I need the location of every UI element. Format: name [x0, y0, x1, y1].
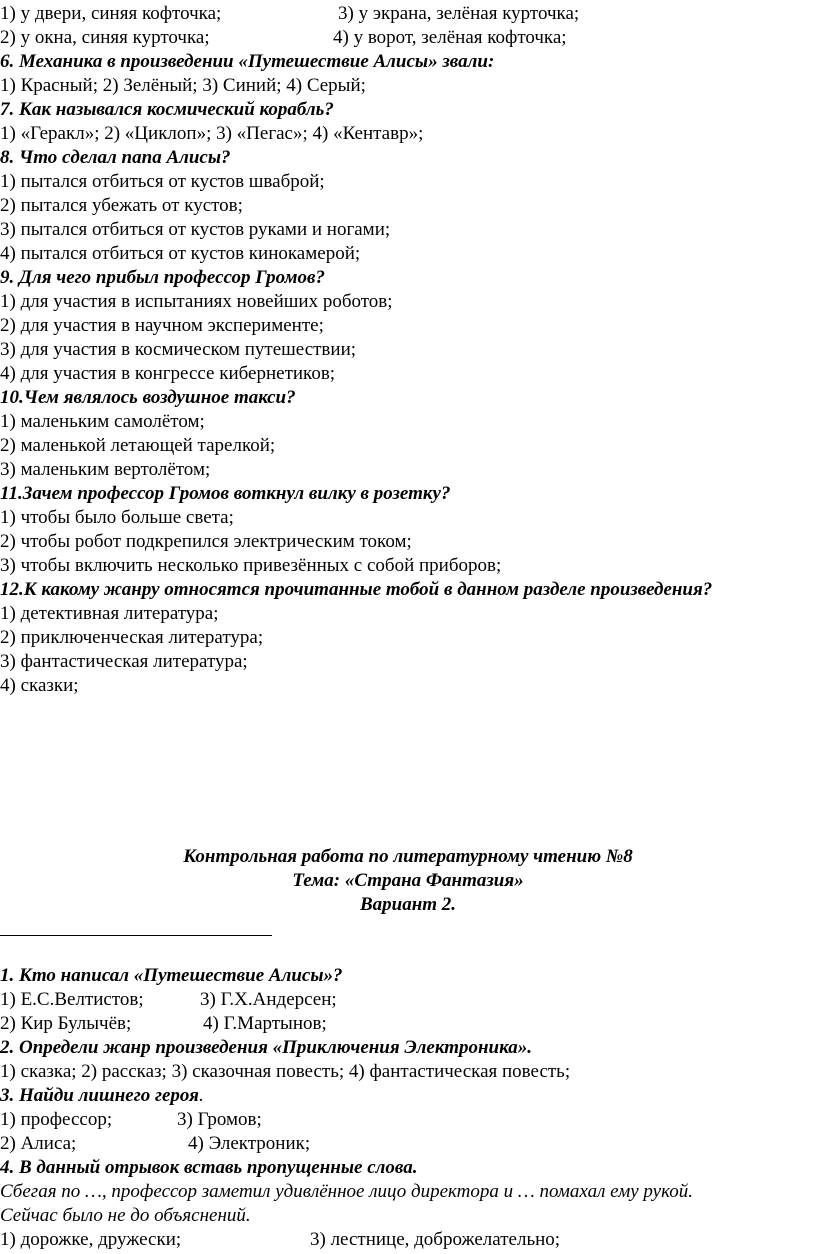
test-topic: Тема: «Страна Фантазия»: [292, 870, 524, 891]
answer-option: 4) Электроник;: [188, 1133, 311, 1154]
test-title: Контрольная работа по литературному чтению №8: [183, 846, 633, 867]
question-10: 10.Чем являлось воздушное такси?: [0, 387, 296, 408]
answer-option: 2) пытался убежать от кустов;: [0, 195, 243, 216]
answer-option: 4) сказки;: [0, 675, 79, 696]
answer-option: 3) чтобы включить несколько привезённых с собой приборов;: [0, 555, 502, 576]
answer-option: 2) у окна, синяя курточка;: [0, 27, 210, 48]
answer-option: 1) Е.С.Велтистов;: [0, 989, 144, 1010]
answer-option: 3) лестнице, доброжелательно;: [310, 1229, 561, 1250]
answer-option: 2) Кир Булычёв;: [0, 1013, 132, 1034]
answer-option: 2) чтобы робот подкрепился электрическим током;: [0, 531, 412, 552]
answer-option: 4) у ворот, зелёная кофточка;: [333, 27, 567, 48]
answer-option: 2) приключенческая литература;: [0, 627, 264, 648]
question-4: 4. В данный отрывок вставь пропущенные слова.: [0, 1157, 418, 1178]
answer-option: 1) для участия в испытаниях новейших роботов;: [0, 291, 393, 312]
answer-option: 4) для участия в конгрессе кибернетиков;: [0, 363, 336, 384]
answer-option: 3) Г.Х.Андерсен;: [200, 989, 337, 1010]
answer-option: 1) дорожке, дружески;: [0, 1229, 182, 1250]
question-3-period: .: [198, 1085, 204, 1106]
answer-option: 3) для участия в космическом путешествии;: [0, 339, 357, 360]
answer-option: 1) маленьким самолётом;: [0, 411, 205, 432]
answers-7: 1) «Геракл»; 2) «Циклоп»; 3) «Пегас»; 4) «Кентавр»;: [0, 123, 424, 144]
answer-option: 3) пытался отбиться от кустов руками и ногами;: [0, 219, 391, 240]
test-variant: Вариант 2.: [359, 894, 457, 915]
answer-option: 1) пытался отбиться от кустов шваброй;: [0, 171, 325, 192]
question-6: 6. Механика в произведении «Путешествие Алисы» звали:: [0, 51, 495, 72]
answer-option: 3) маленьким вертолётом;: [0, 459, 211, 480]
answer-option: 1) чтобы было больше света;: [0, 507, 234, 528]
answer-option: 4) пытался отбиться от кустов кинокамерой;: [0, 243, 361, 264]
answer-option: 1) детективная литература;: [0, 603, 219, 624]
answer-option: 1) у двери, синяя кофточка;: [0, 3, 222, 24]
answer-option: 1) профессор;: [0, 1109, 113, 1130]
question-7: 7. Как назывался космический корабль?: [0, 99, 334, 120]
answers-2: 1) сказка; 2) рассказ; 3) сказочная повесть; 4) фантастическая повесть;: [0, 1061, 571, 1082]
answers-6: 1) Красный; 2) Зелёный; 3) Синий; 4) Серый;: [0, 75, 366, 96]
question-11: 11.Зачем профессор Громов воткнул вилку в розетку?: [0, 483, 451, 504]
question-1: 1. Кто написал «Путешествие Алисы»?: [0, 965, 343, 986]
excerpt-line-1: Сбегая по …, профессор заметил удивлённое лицо директора и … помахал ему рукой.: [0, 1181, 694, 1202]
answer-option: 3) у экрана, зелёная курточка;: [338, 3, 580, 24]
question-3-text: 3. Найди лишнего героя: [0, 1085, 199, 1106]
answer-option: 2) маленькой летающей тарелкой;: [0, 435, 276, 456]
answer-option: 3) Громов;: [177, 1109, 262, 1130]
question-2: 2. Определи жанр произведения «Приключения Электроника».: [0, 1037, 532, 1058]
question-12: 12.К какому жанру относятся прочитанные тобой в данном разделе произведения?: [0, 579, 713, 600]
answer-option: 2) для участия в научном эксперименте;: [0, 315, 324, 336]
answer-option: 2) Алиса;: [0, 1133, 77, 1154]
name-line-divider: [0, 935, 272, 936]
question-8: 8. Что сделал папа Алисы?: [0, 147, 231, 168]
answer-option: 4) Г.Мартынов;: [203, 1013, 327, 1034]
question-3: [0, 1084, 204, 1108]
answer-option: 3) фантастическая литература;: [0, 651, 248, 672]
question-9: 9. Для чего прибыл профессор Громов?: [0, 267, 325, 288]
excerpt-line-2: Сейчас было не до объяснений.: [0, 1205, 251, 1226]
